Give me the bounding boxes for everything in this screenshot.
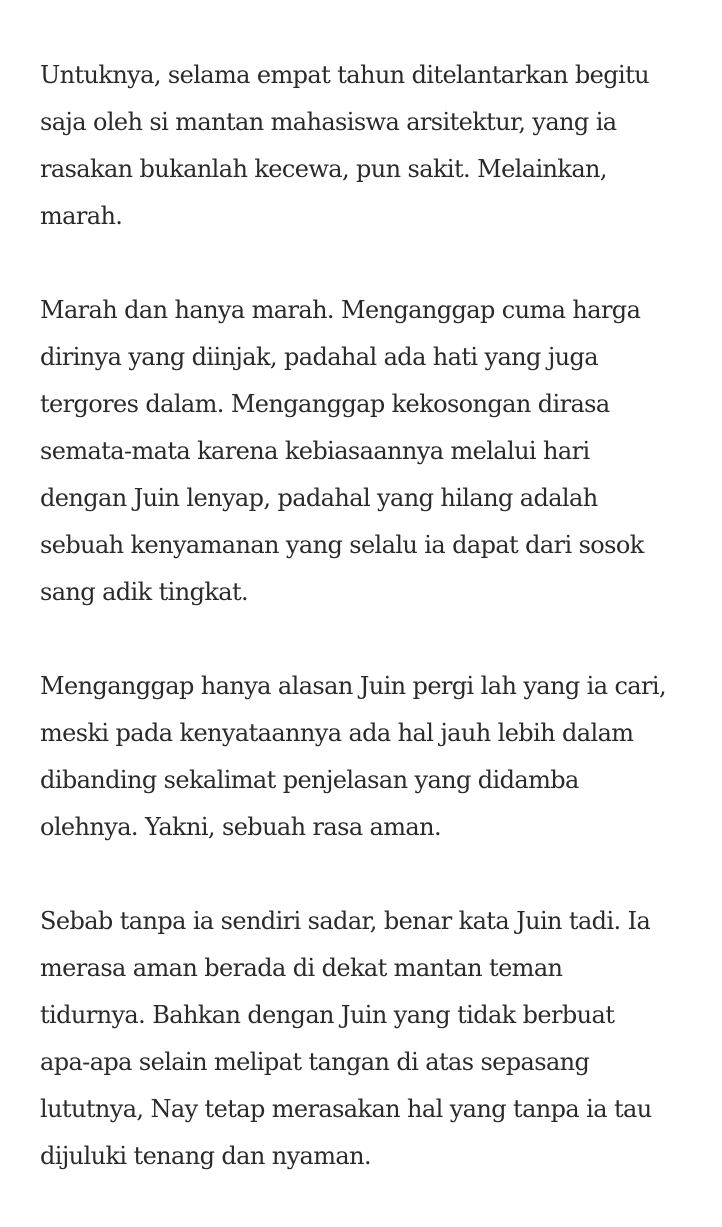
paragraph-1 [40,52,690,240]
text-line: meski pada kenyataannya ada hal jauh lebih dalam [40,719,634,747]
text-line: Sebab tanpa ia sendiri sadar, benar kata Juin tadi. Ia [40,907,651,935]
text-line: marah. [40,202,123,230]
text-line: merasa aman berada di dekat mantan teman [40,954,563,982]
text-line: Untuknya, selama empat tahun ditelantarkan begitu [40,61,649,89]
text-line: semata-mata karena kebiasaannya melalui hari [40,437,590,465]
paragraph-2 [40,287,690,616]
text-line: rasakan bukanlah kecewa, pun sakit. Melainkan, [40,155,607,183]
text-line: saja oleh si mantan mahasiswa arsitektur, yang ia [40,108,617,136]
paragraph-4 [40,898,690,1180]
text-line: dirinya yang diinjak, padahal ada hati yang juga [40,343,599,371]
text-line: dibanding sekalimat penjelasan yang didamba [40,766,579,794]
text-line: Menganggap hanya alasan Juin pergi lah yang ia cari, [40,672,666,700]
text-line: dijuluki tenang dan nyaman. [40,1142,372,1170]
text-line: apa-apa selain melipat tangan di atas sepasang [40,1048,590,1076]
text-line: olehnya. Yakni, sebuah rasa aman. [40,813,442,841]
text-line: tidurnya. Bahkan dengan Juin yang tidak berbuat [40,1001,615,1029]
text-line: Marah dan hanya marah. Menganggap cuma harga [40,296,641,324]
text-line: dengan Juin lenyap, padahal yang hilang adalah [40,484,598,512]
story-text [40,52,690,1227]
paragraph-3 [40,663,690,851]
text-line: tergores dalam. Menganggap kekosongan dirasa [40,390,610,418]
text-line: sebuah kenyamanan yang selalu ia dapat dari sosok [40,531,644,559]
text-line: sang adik tingkat. [40,578,249,606]
text-line: lututnya, Nay tetap merasakan hal yang tanpa ia tau [40,1095,652,1123]
